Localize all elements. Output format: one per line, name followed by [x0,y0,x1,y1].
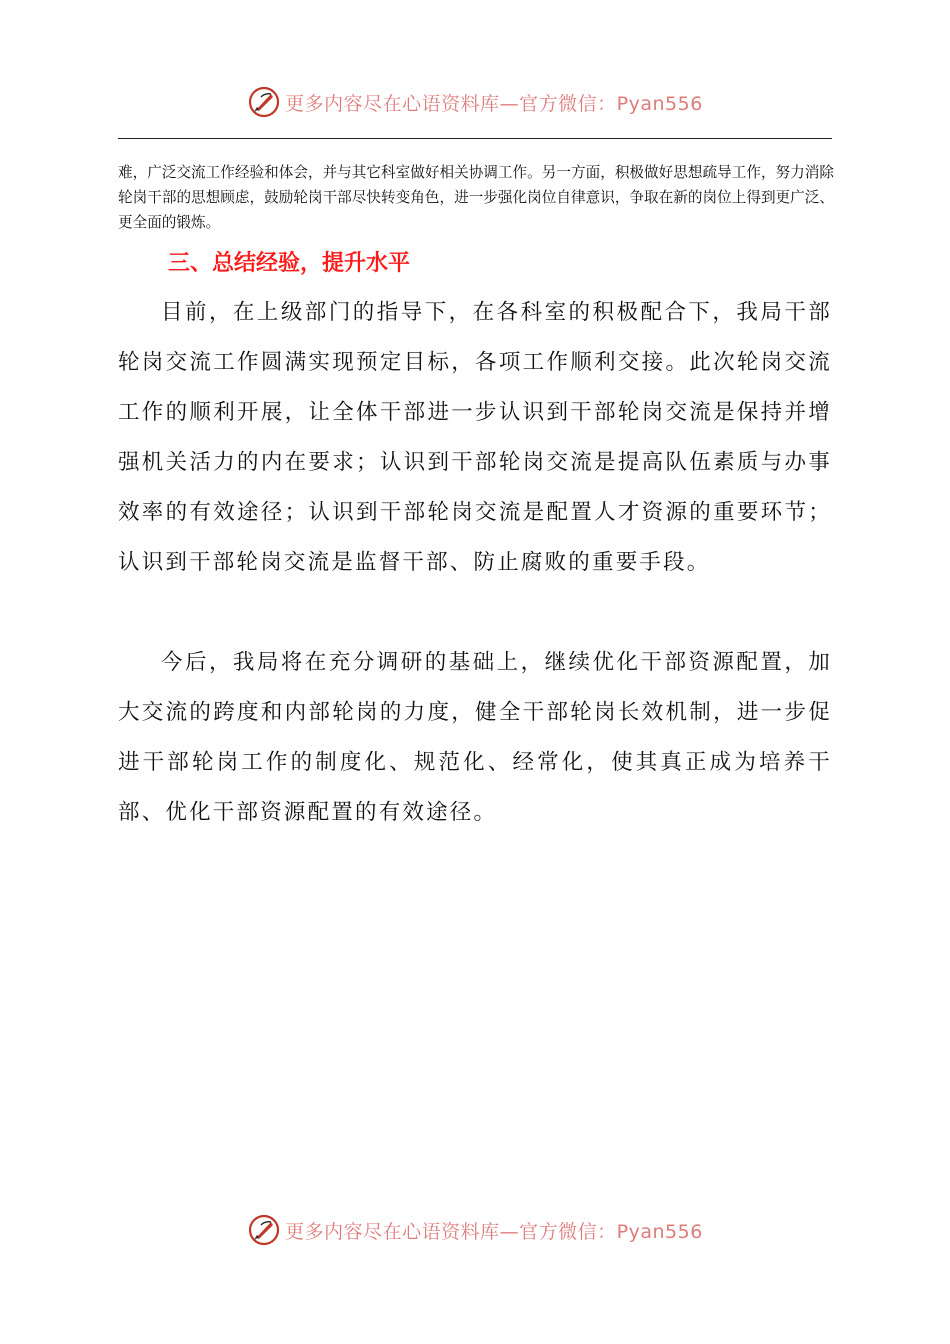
footer-banner-text: 更多内容尽在心语资料库—官方微信：Pyan556 [285,1220,703,1243]
body-paragraph-1: 目前，在上级部门的指导下，在各科室的积极配合下，我局干部轮岗交流工作圆满实现预定目标，各项工作顺利交接。此次轮岗交流工作的顺利开展，让全体干部进一步认识到干部轮岗交流是保持并增强机关活力的内在要求；认识到干部轮岗交流是提高队伍素质与办事效率的有效途径；认识到干部轮岗交流是配置人才资源的重要环节；认识到干部轮岗交流是监督干部、防止腐败的重要手段。 [118,300,832,575]
header-banner-text: 更多内容尽在心语资料库—官方微信：Pyan556 [285,92,703,115]
continued-paragraph: 难，广泛交流工作经验和体会，并与其它科室做好相关协调工作。另一方面，积极做好思想疏导工作，努力消除轮岗干部的思想顾虑，鼓励轮岗干部尽快转变角色，进一步强化岗位自律意识，争取在新的岗位上得到更广泛、更全面的锻炼。 [118,164,834,231]
header-banner [0,82,950,122]
quill-logo-icon [247,1213,281,1247]
body-paragraph-2: 今后，我局将在充分调研的基础上，继续优化干部资源配置，加大交流的跨度和内部轮岗的力度，健全干部轮岗长效机制，进一步促进干部轮岗工作的制度化、规范化、经常化，使其真正成为培养干部、优化干部资源配置的有效途径。 [118,650,832,825]
section-heading: 三、总结经验，提升水平 [168,251,411,276]
footer-banner [0,1210,950,1250]
header-divider [118,138,832,139]
quill-logo-icon [247,85,281,119]
